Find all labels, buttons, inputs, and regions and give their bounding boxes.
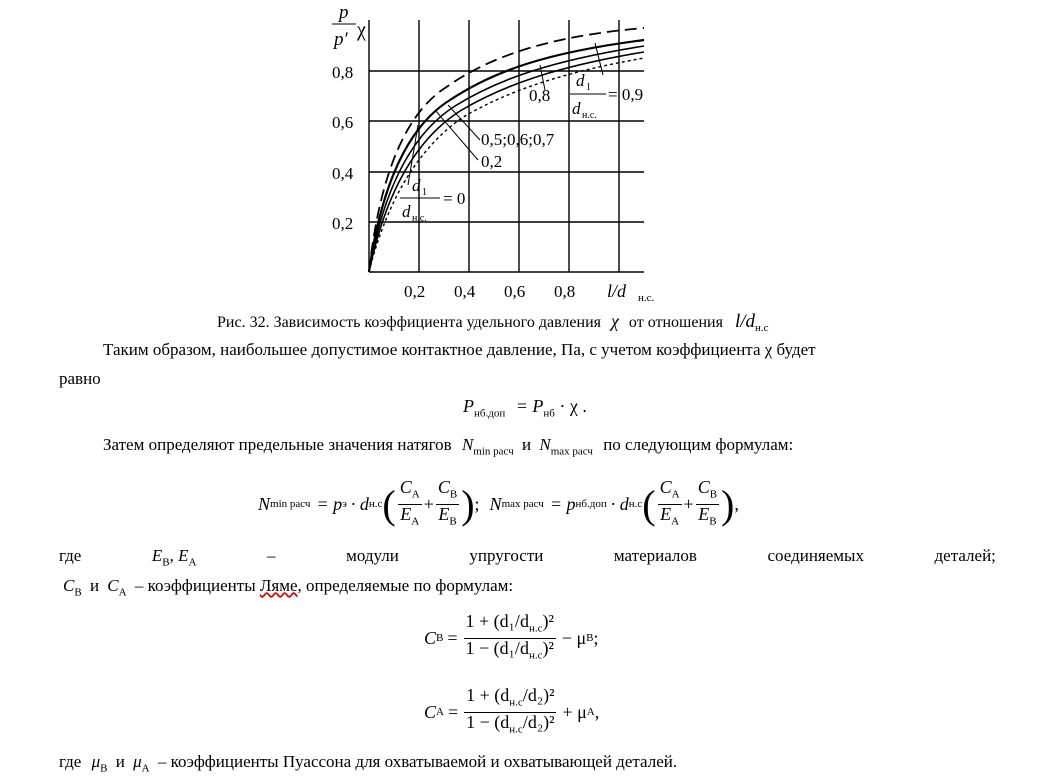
- x-tick-08: 0,8: [554, 282, 576, 301]
- para2: Затем определяют предельные значения натягов $N_{min расч}$ и $N_{max расч}$ по следующим формулам:: [103, 435, 794, 458]
- y-tick-04: 0,4: [332, 164, 354, 183]
- curve-d05: [369, 52, 644, 272]
- formula-c-a: C A = $\frac{1 + (d_{н.с}/d_2)^2}{1 - (d_{н.с}/d_2)^2}$ + μ A ,: [424, 685, 600, 736]
- annotation-09-den-sub: н.с.: [582, 110, 597, 121]
- annotation-0-den: d: [402, 202, 411, 221]
- x-tick-02: 0,2: [404, 282, 426, 301]
- figure-caption: Рис. 32. Зависимость коэффициента удельного давления χ от отношения $l/d_{н.с}$: [217, 311, 769, 335]
- annotation-0-num: d: [412, 176, 421, 195]
- y-tick-08: 0,8: [332, 63, 354, 82]
- figure-curves: [369, 28, 644, 272]
- y-axis-label-den: p′: [334, 29, 348, 50]
- curve-d09: [369, 28, 644, 272]
- curve-d02: [369, 46, 644, 272]
- annotation-09-value: = 0,9: [608, 85, 644, 104]
- where-poisson: где $\mu_B$ и $\mu_A$ – коэффициенты Пуассона для охватываемой и охватывающей деталей.: [59, 752, 678, 775]
- chi-vs-ratio-figure: [320, 0, 660, 305]
- x-axis-label: l/d: [607, 281, 627, 301]
- where-lame: $C_B$ и $C_A$ – коэффициенты Ляме, определяемые по формулам:: [63, 576, 514, 599]
- y-tick-06: 0,6: [332, 113, 354, 132]
- para1-line1: Таким образом, наибольшее допустимое контактное давление, Па, с учетом коэффициента χ будет: [103, 340, 816, 359]
- annotation-08: 0,8: [529, 86, 551, 105]
- x-axis-label-sub: н.с.: [638, 292, 655, 304]
- y-axis-symbol: χ: [357, 19, 366, 41]
- formula-p-nb-dop: $P_{нб.доп} = P_{нб} \cdot \chi$ .: [463, 396, 587, 420]
- annotation-0-den-sub: н.с.: [412, 213, 427, 224]
- annotation-mid: 0,5;0,6;0,7: [481, 130, 555, 149]
- annotation-09-num-sub: 1: [586, 82, 591, 93]
- annotation-02: 0,2: [481, 152, 503, 171]
- para1-line2: равно: [59, 369, 101, 388]
- formula-n-min-max: N min расч = p э · d н.с ( $\frac{C_A}{E_A}$ + $\frac{C_B}{E_B}$ ) ; N max расч = p нб.доп · d н.с ( $\frac{C_A}{E_A}$ + $\frac{C_B}{E_B}$ ) ,: [258, 477, 739, 528]
- x-tick-06: 0,6: [504, 282, 526, 301]
- y-axis-label-num: p: [339, 2, 349, 23]
- y-tick-02: 0,2: [332, 214, 354, 233]
- formula-c-b: C B = $\frac{1 + (d_1/d_{н.с})^2}{1 - (d_1/d_{н.с})^2}$ − μ B ;: [424, 611, 599, 662]
- curve-d08: [369, 58, 644, 272]
- annotation-0-num-sub: 1: [422, 187, 427, 198]
- annotation-09-num: d: [576, 71, 585, 90]
- x-tick-04: 0,4: [454, 282, 476, 301]
- annotation-0-value: = 0: [443, 189, 466, 208]
- where-elastic-moduli: где $E_B$, $E_A$ – модули упругости материалов соединяемых деталей;: [59, 546, 996, 569]
- annotation-09-den: d: [572, 99, 581, 118]
